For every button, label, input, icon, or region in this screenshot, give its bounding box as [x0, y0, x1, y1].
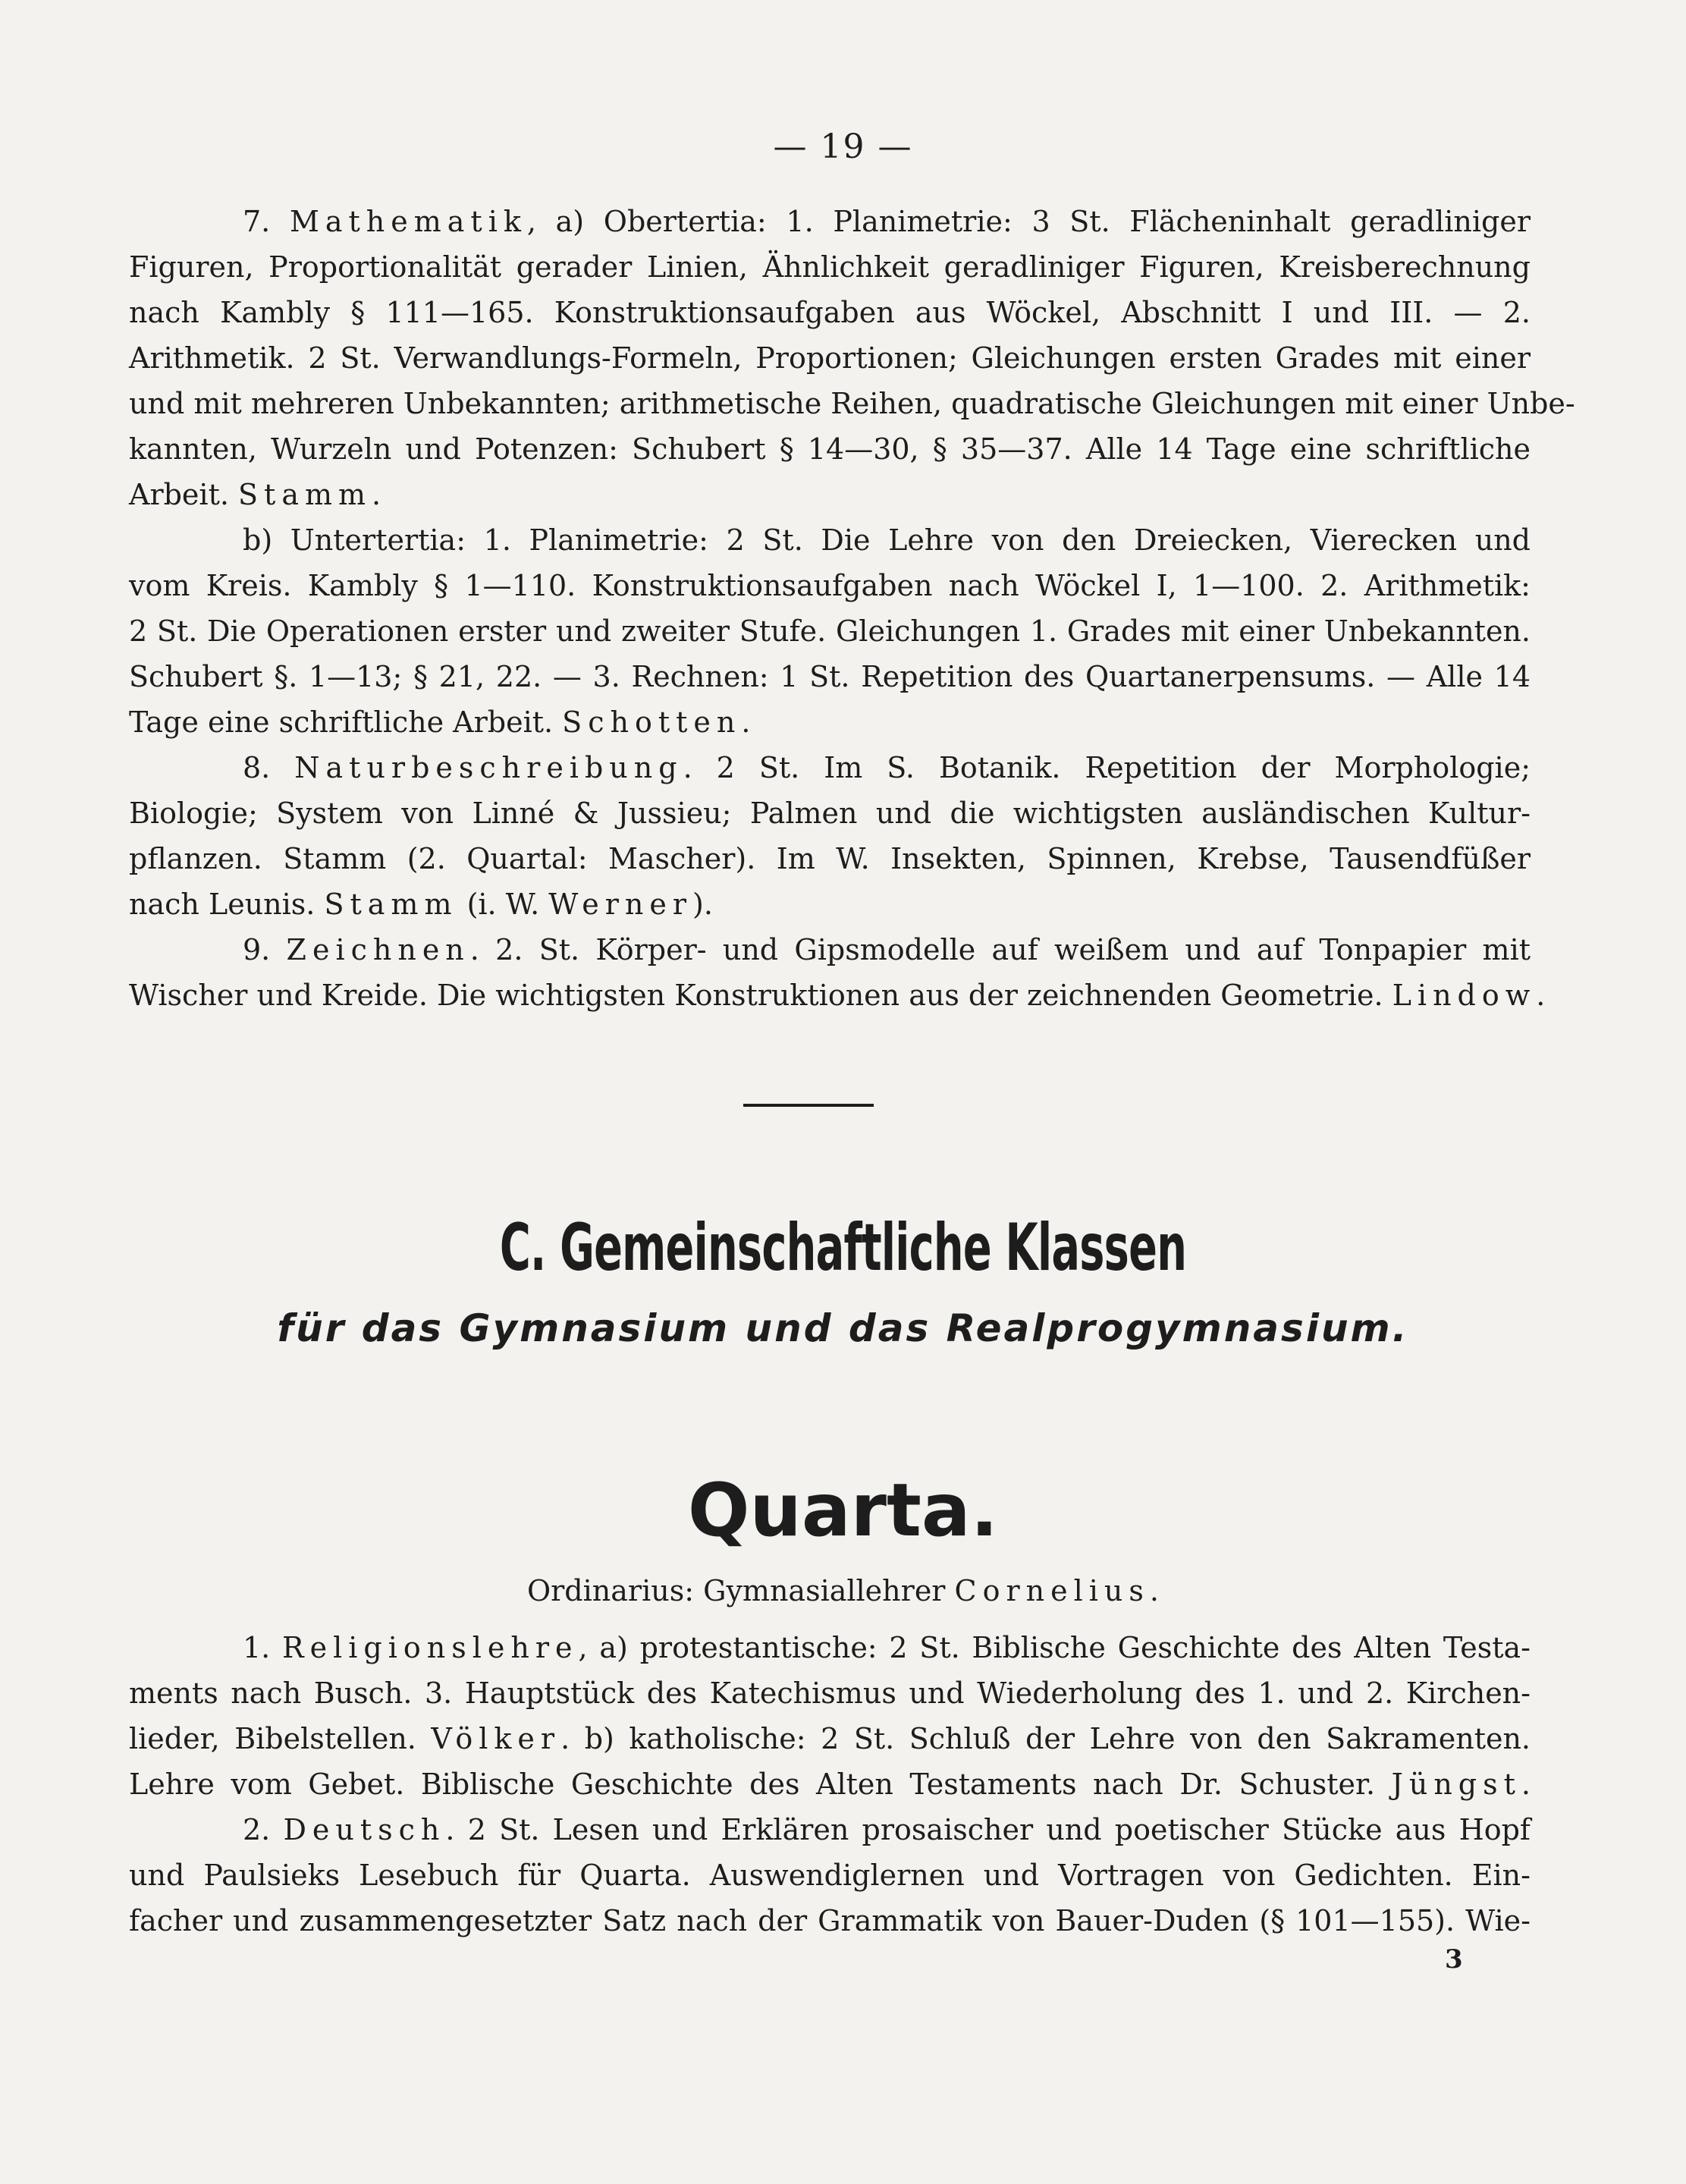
- text-line: facher und zusammengesetzter Satz nach der Grammatik von Bauer-Duden (§ 101—155). Wie-: [129, 1904, 1531, 1937]
- text-line: kannten, Wurzeln und Potenzen: Schubert § 14—30, § 35—37. Alle 14 Tage eine schriftliche: [129, 432, 1531, 466]
- class-heading: Quarta.: [687, 1468, 999, 1553]
- text-line: vom Kreis. Kambly § 1—110. Konstruktionsaufgaben nach Wöckel I, 1—100. 2. Arithmetik:: [129, 569, 1531, 602]
- text-line: nach Leunis. Stamm (i. W. Werner).: [129, 888, 713, 921]
- text-line: Biologie; System von Linné & Jussieu; Palmen und die wichtigsten ausländischen Kultur-: [129, 797, 1531, 830]
- text-line: 2. Deutsch. 2 St. Lesen und Erklären prosaischer und poetischer Stücke aus Hopf: [243, 1813, 1531, 1846]
- text-line: pflanzen. Stamm (2. Quartal: Mascher). Im W. Insekten, Spinnen, Krebse, Tausendfüßer: [129, 842, 1531, 875]
- text-line: b) Untertertia: 1. Planimetrie: 2 St. Die Lehre von den Dreiecken, Vierecken und: [243, 523, 1531, 557]
- text-line: Lehre vom Gebet. Biblische Geschichte des Alten Testaments nach Dr. Schuster. Jüngst.: [129, 1768, 1531, 1801]
- section-subheading: für das Gymnasium und das Realprogymnasium.: [277, 1306, 1409, 1350]
- text-line: Arithmetik. 2 St. Verwandlungs-Formeln, Proportionen; Gleichungen ersten Grades mit einer: [129, 341, 1531, 375]
- text-line: und mit mehreren Unbekannten; arithmetische Reihen, quadratische Gleichungen mit einer Unbe-: [129, 387, 1575, 420]
- text-line: 2 St. Die Operationen erster und zweiter Stufe. Gleichungen 1. Grades mit einer Unbekannten.: [129, 614, 1531, 648]
- text-line: Schubert §. 1—13; § 21, 22. — 3. Rechnen: 1 St. Repetition des Quartanerpensums. — Alle 14: [129, 660, 1531, 693]
- text-line: Figuren, Proportionalität gerader Linien, Ähnlichkeit geradliniger Figuren, Kreisberechnung: [129, 250, 1531, 284]
- text-line: 9. Zeichnen. 2. St. Körper- und Gipsmodelle auf weißem und auf Tonpapier mit: [243, 933, 1531, 966]
- ordinarius-line: Ordinarius: Gymnasiallehrer Cornelius.: [526, 1574, 1160, 1607]
- text-line: Arbeit. Stamm.: [129, 478, 381, 511]
- signature-mark: 3: [1445, 1944, 1463, 1975]
- text-line: Tage eine schriftliche Arbeit. Schotten.: [129, 705, 751, 739]
- text-line: lieder, Bibelstellen. Völker. b) katholische: 2 St. Schluß der Lehre von den Sakramenten.: [129, 1722, 1531, 1755]
- text-line: ments nach Busch. 3. Hauptstück des Katechismus und Wiederholung des 1. und 2. Kirchen-: [129, 1676, 1531, 1710]
- lower-section-text: [129, 1625, 1531, 1944]
- text-line: Wischer und Kreide. Die wichtigsten Konstruktionen aus der zeichnenden Geometrie. Lindow.: [129, 979, 1546, 1012]
- text-line: 8. Naturbeschreibung. 2 St. Im S. Botanik. Repetition der Morphologie;: [243, 751, 1531, 784]
- text-line: nach Kambly § 111—165. Konstruktionsaufgaben aus Wöckel, Abschnitt I und III. — 2.: [129, 296, 1531, 329]
- upper-section-text: [129, 199, 1575, 1018]
- page-number: — 19 —: [773, 127, 913, 166]
- section-divider: [743, 1104, 874, 1107]
- text-line: 1. Religionslehre, a) protestantische: 2 St. Biblische Geschichte des Alten Testa-: [243, 1631, 1531, 1664]
- section-heading: C. Gemeinschaftliche Klassen: [499, 1210, 1187, 1286]
- text-line: und Paulsieks Lesebuch für Quarta. Auswendiglernen und Vortragen von Gedichten. Ein-: [129, 1859, 1531, 1892]
- text-line: 7. Mathematik, a) Obertertia: 1. Planimetrie: 3 St. Flächeninhalt geradliniger: [243, 205, 1531, 238]
